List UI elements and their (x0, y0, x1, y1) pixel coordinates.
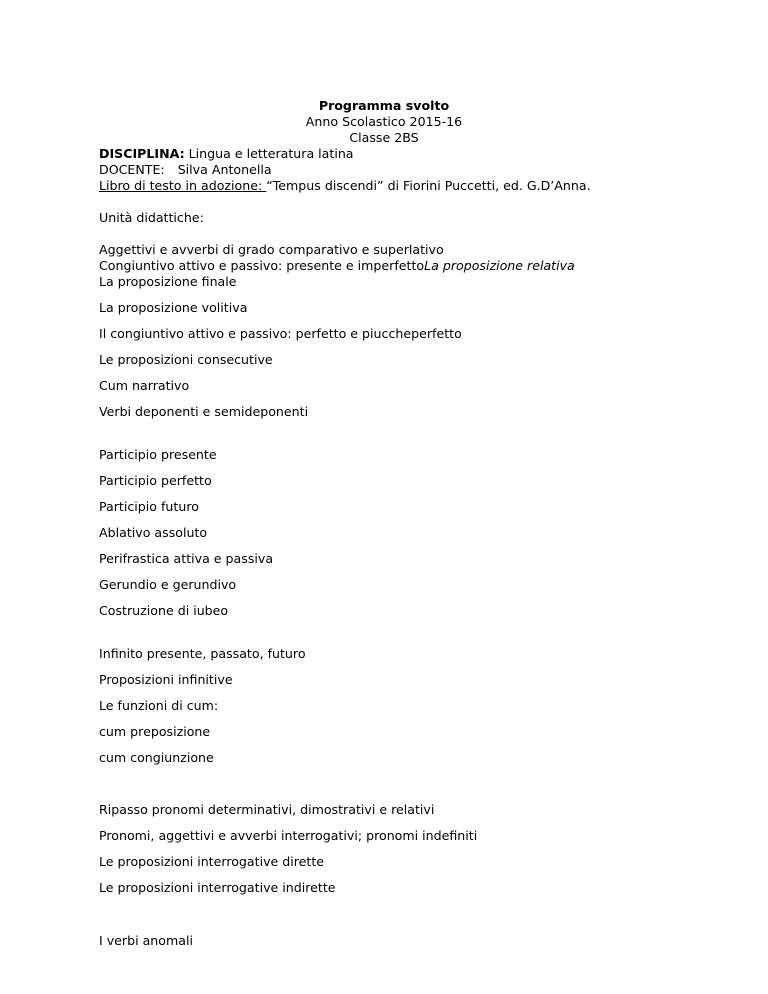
list-item: Aggettivi e avverbi di grado comparativo e superlativo (99, 242, 444, 257)
list-item: cum preposizione (99, 724, 211, 739)
list-item: La proposizione finale (99, 274, 237, 289)
list-item: Pronomi, aggettivi e avverbi interrogativi; pronomi indefiniti (99, 828, 478, 843)
list-item: Le funzioni di cum: (99, 698, 219, 713)
class-label: Classe 2BS (349, 130, 419, 145)
list-item: Verbi deponenti e semideponenti (99, 404, 309, 419)
list-item-text: Congiuntivo attivo e passivo: presente e imperfetto (99, 258, 425, 273)
list-item: Participio perfetto (99, 473, 212, 488)
list-item-italic: La proposizione relativa (424, 258, 575, 273)
textbook-value: “Tempus discendi” di Fiorini Puccetti, ed. G.D’Anna. (266, 178, 591, 193)
list-item: cum congiunzione (99, 750, 214, 765)
list-item: Participio futuro (99, 499, 199, 514)
teacher-value: Silva Antonella (177, 162, 272, 177)
list-item: La proposizione volitiva (99, 300, 248, 315)
list-item: Le proposizioni consecutive (99, 352, 273, 367)
list-item: Perifrastica attiva e passiva (99, 551, 274, 566)
list-item: Cum narrativo (99, 378, 190, 393)
list-item: Infinito presente, passato, futuro (99, 646, 306, 661)
list-item: Ripasso pronomi determinativi, dimostrativi e relativi (99, 802, 435, 817)
list-item: Costruzione di iubeo (99, 603, 229, 618)
list-item: Gerundio e gerundivo (99, 577, 237, 592)
discipline-line (99, 146, 354, 162)
list-item: Participio presente (99, 447, 217, 462)
discipline-label: DISCIPLINA: (99, 146, 185, 161)
list-item: Le proposizioni interrogative dirette (99, 854, 325, 869)
list-item: Proposizioni infinitive (99, 672, 233, 687)
list-item: Le proposizioni interrogative indirette (99, 880, 336, 895)
list-item: Ablativo assoluto (99, 525, 208, 540)
teacher-line (99, 162, 272, 178)
list-item: Il congiuntivo attivo e passivo: perfetto e piuccheperfetto (99, 326, 462, 341)
textbook-line (99, 178, 591, 194)
units-heading: Unità didattiche: (99, 210, 204, 225)
teacher-label: DOCENTE: (99, 162, 165, 177)
document-title: Programma svolto (318, 98, 450, 113)
textbook-label: Libro di testo in adozione: (99, 178, 267, 193)
school-year: Anno Scolastico 2015-16 (305, 114, 463, 129)
discipline-value: Lingua e letteratura latina (184, 146, 354, 161)
list-item: I verbi anomali (99, 933, 193, 948)
list-item (99, 258, 575, 274)
